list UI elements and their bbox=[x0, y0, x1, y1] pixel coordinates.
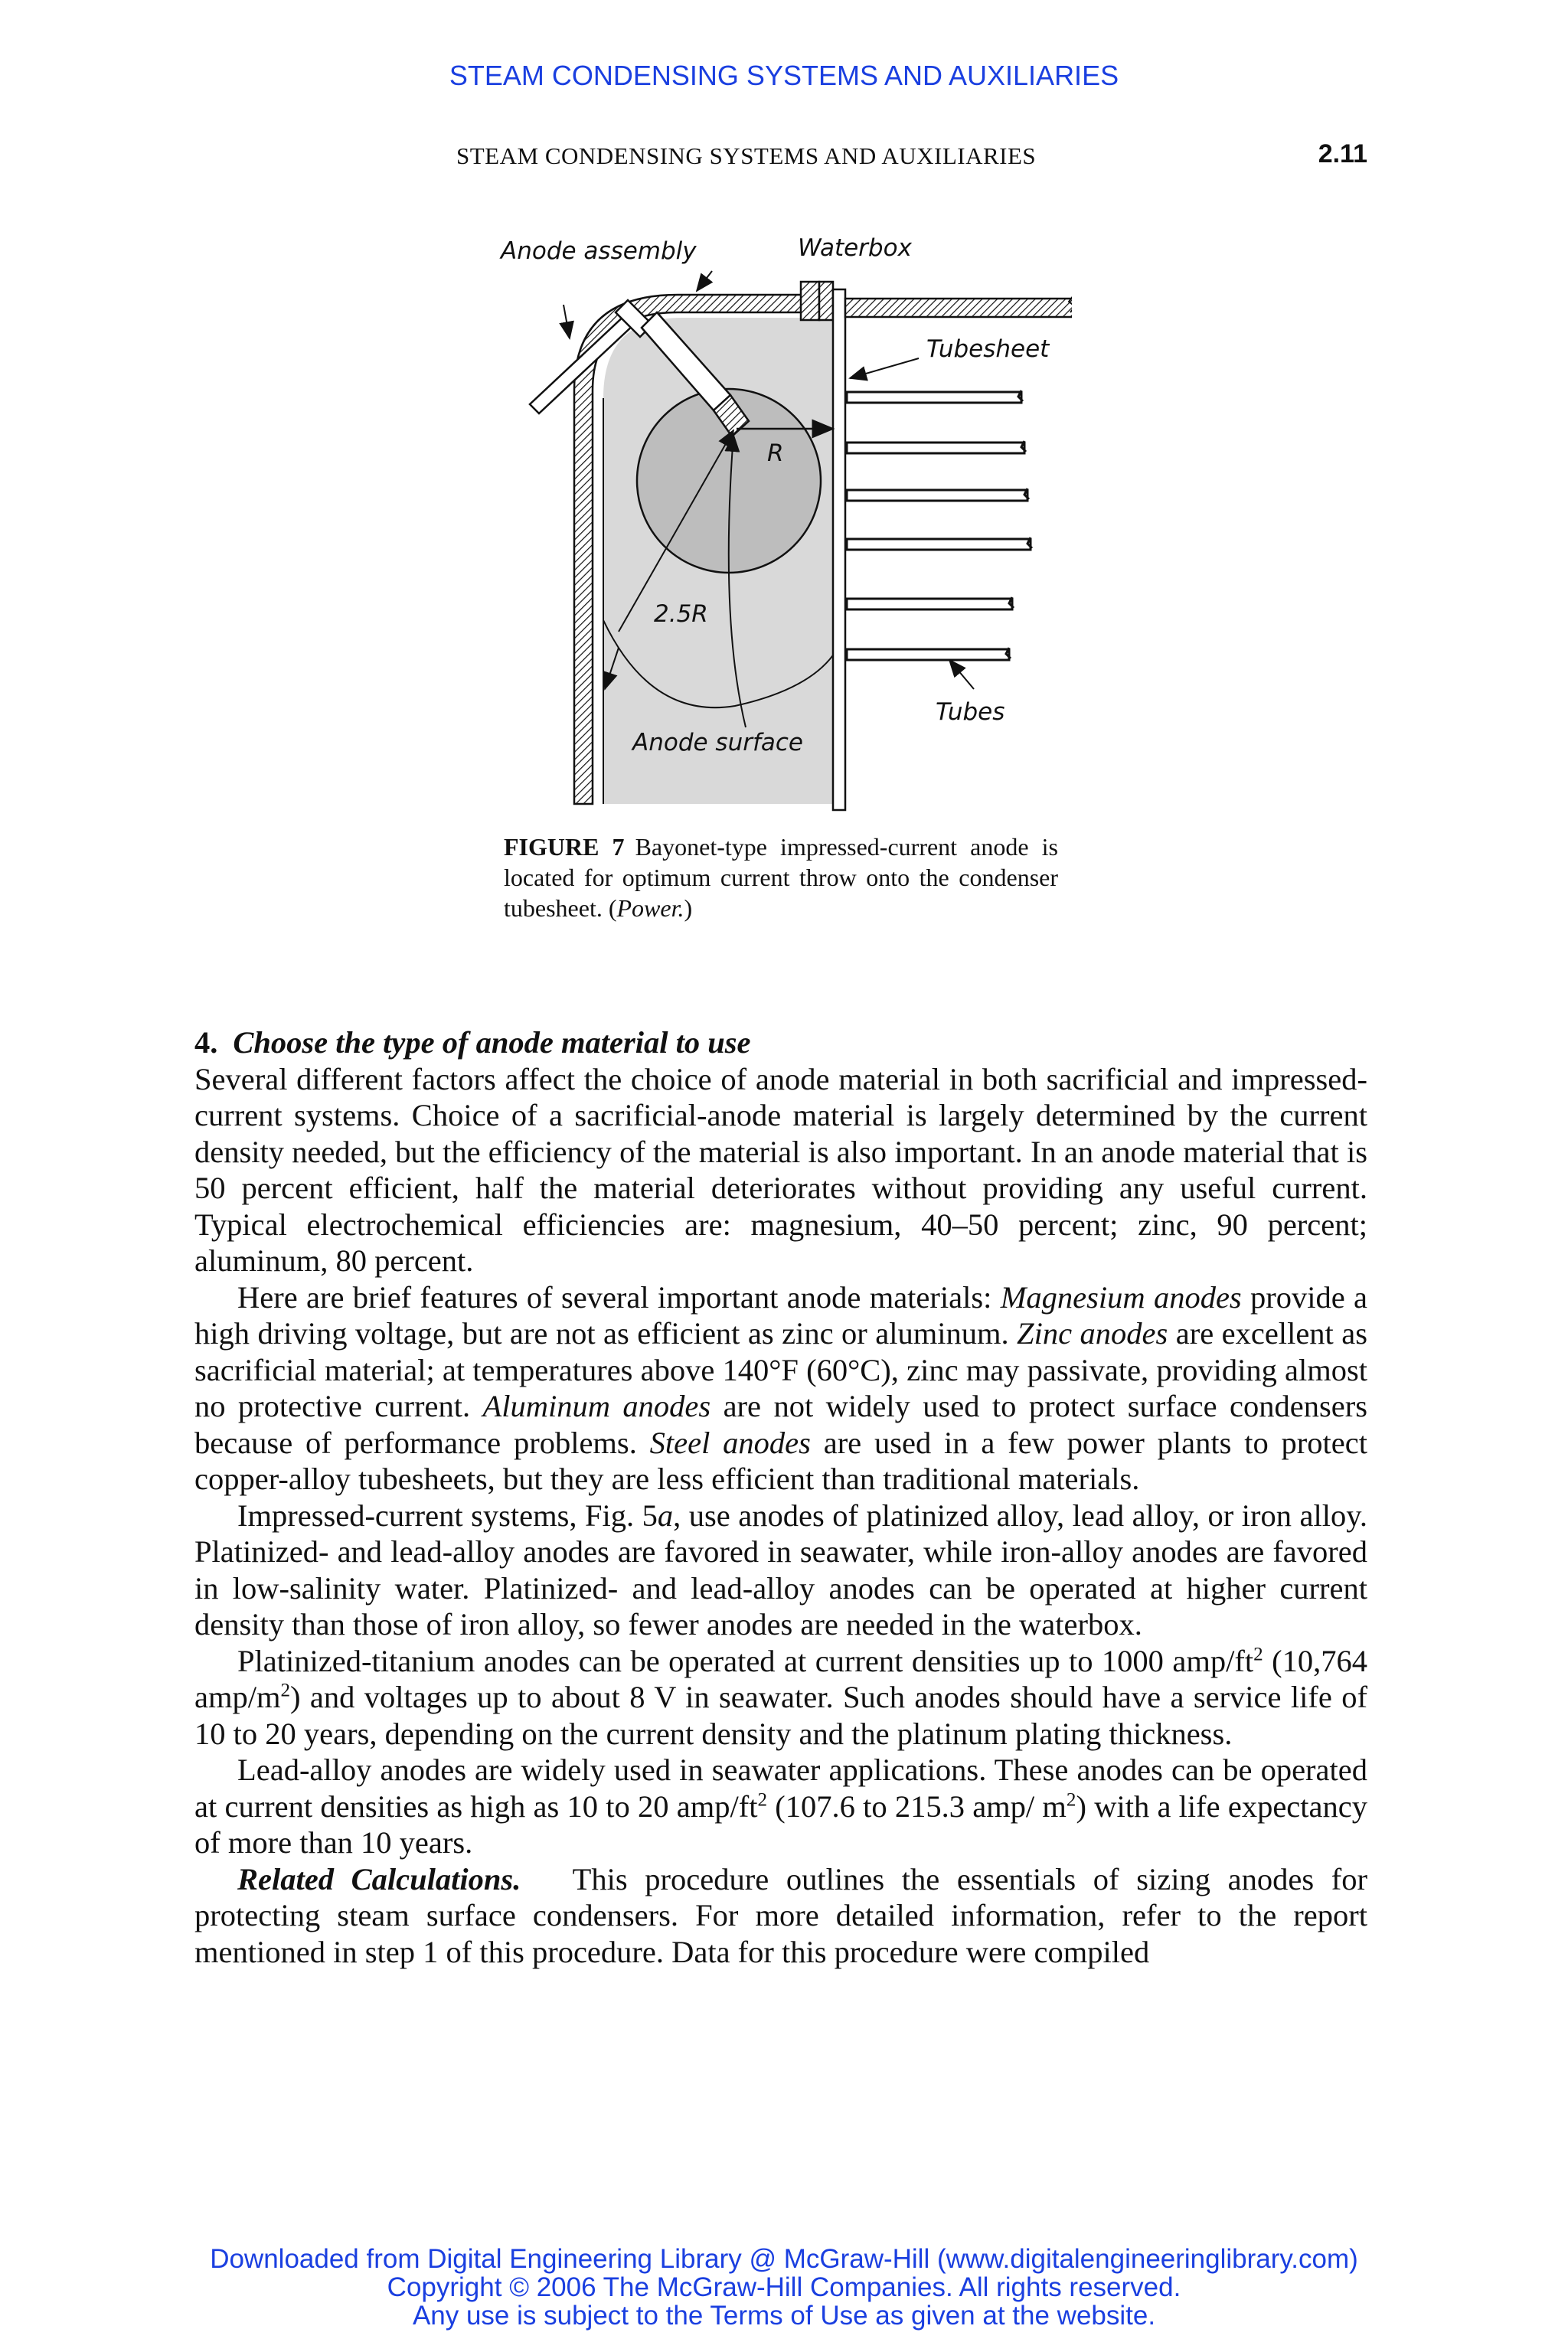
paragraph-3: Impressed-current systems, Fig. 5a, use anodes of platinized alloy, lead alloy, or iron alloy. Platinized- and lead-alloy anodes are favored in seawater, while iron-alloy anodes are favored in low-salinity water. Platinized- and lead-alloy anodes can be operated at higher current density than those of iron alloy, so fewer anodes are needed in the waterbox. bbox=[194, 1498, 1367, 1642]
label-waterbox: Waterbox bbox=[798, 234, 912, 262]
download-footer bbox=[0, 2245, 1568, 2330]
label-radius: R bbox=[767, 439, 784, 467]
caption-label: FIGURE 7 bbox=[504, 833, 625, 861]
label-throw: 2.5R bbox=[654, 600, 708, 628]
body-text bbox=[194, 1024, 1367, 1970]
footer-copyright-line: Copyright © 2006 The McGraw-Hill Companies. All rights reserved. bbox=[387, 2272, 1181, 2302]
page-number: 2.11 bbox=[1318, 139, 1367, 168]
running-head: STEAM CONDENSING SYSTEMS AND AUXILIARIES bbox=[456, 142, 1037, 169]
tubesheet bbox=[833, 289, 845, 810]
label-tubesheet: Tubesheet bbox=[926, 335, 1050, 363]
caption-source: Power. bbox=[616, 894, 684, 922]
step-number: 4. bbox=[194, 1025, 218, 1060]
figure-caption: FIGURE 7 Bayonet-type impressed-current anode is located for optimum current throw onto the condenser tubesheet. (Power.) bbox=[504, 833, 1059, 922]
paragraph-4: Platinized-titanium anodes can be operated at current densities up to 1000 amp/$ft^2$ (10,764 amp/$m^2$) and voltages up to about 8 V in seawater. Such anodes should have a service life of 10 to 20 years, depending on the current density and the platinum plating thickness. bbox=[194, 1643, 1367, 1751]
step-heading bbox=[194, 1024, 1367, 1061]
figure-anode-diagram bbox=[490, 222, 1072, 819]
download-banner-header[interactable]: STEAM CONDENSING SYSTEMS AND AUXILIARIES bbox=[449, 60, 1119, 91]
tubes bbox=[847, 392, 1031, 660]
label-tubes: Tubes bbox=[936, 698, 1005, 726]
paragraph-2: Here are brief features of several important anode materials: Magnesium anodes provide a high driving voltage, but are not as efficient as zinc or aluminum. Zinc anodes are excellent as sacrificial material; at temperatures above 140°F (60°C), zinc may passivate, providing almost no protective current. Aluminum anodes are not widely used to protect surface condensers because of performance problems. Steel anodes are used in a few power plants to protect copper-alloy tubesheets, but they are less efficient than traditional materials. bbox=[194, 1279, 1367, 1496]
label-anode-assembly: Anode assembly bbox=[501, 237, 697, 265]
footer-link-line[interactable]: Downloaded from Digital Engineering Library @ McGraw-Hill (www.digitalengineeringlibrary.com) bbox=[210, 2244, 1358, 2274]
related-calculations-heading: Related Calculations. bbox=[237, 1861, 521, 1896]
paragraph-5: Lead-alloy anodes are widely used in seawater applications. These anodes can be operated at current densities as high as 10 to 20 amp/$ft^2$ (107.6 to 215.3 amp/ $m^2$) with a life expectancy of more than 10 years. bbox=[194, 1753, 1367, 1860]
caption-text: Bayonet-type impressed-current anode is located for optimum current throw onto the condenser tubesheet. ( bbox=[504, 833, 1059, 922]
label-anode-surface: Anode surface bbox=[632, 729, 803, 756]
figure-reference[interactable]: a bbox=[657, 1498, 674, 1533]
paragraph-6: Related Calculations. This procedure outlines the essentials of sizing anodes for protecting steam surface condensers. For more detailed information, refer to the report mentioned in step 1 of this procedure. Data for this procedure were compiled bbox=[194, 1861, 1367, 1969]
paragraph-1: Several different factors affect the choice of anode material in both sacrificial and impressed-current systems. Choice of a sacrificial-anode material is largely determined by the current density needed, but the efficiency of the material is also important. In an anode material that is 50 percent efficient, half the material deteriorates without providing any useful current. Typical electrochemical efficiencies are: magnesium, 40–50 percent; zinc, 90 percent; aluminum, 80 percent. bbox=[194, 1061, 1367, 1278]
step-title: Choose the type of anode material to use bbox=[233, 1025, 751, 1060]
footer-terms-line[interactable]: Any use is subject to the Terms of Use as given at the website. bbox=[412, 2301, 1156, 2331]
waterbox-flange bbox=[801, 282, 819, 320]
